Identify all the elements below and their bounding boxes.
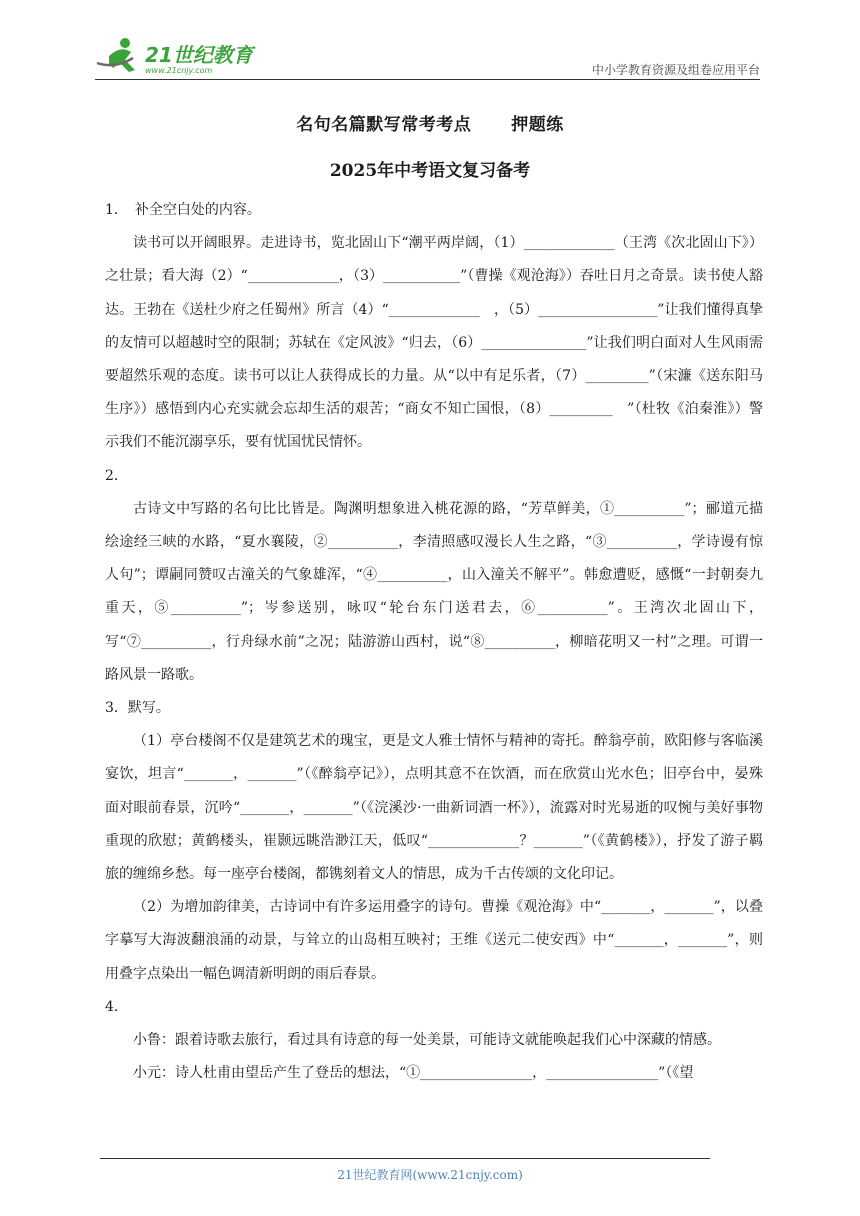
- title-tag: 押题练: [511, 115, 564, 135]
- title-main: 名句名篇默写常考考点: [296, 115, 472, 135]
- document-subtitle: 2025年中考语文复习备考: [329, 161, 531, 181]
- question-1-heading: 1． 补全空白处的内容。: [105, 202, 261, 218]
- question-1-passage: 读书可以开阔眼界。走进诗书，览北固山下“潮平两岸阔，（1）_____________（王湾《次北固山下》）之壮景；看大海（2）“_____________，（3）___________”（曹操《观沧海》）吞吐日月之奇景。读书使人豁达。王勃在《送杜少府之任蜀州》所言（4）“_____________ ，（5）_________________”让我们懂得真挚的友情可以超越时空的限制；苏轼在《定风波》“归去，（6）_______________”让我们明白面对人生风雨需要超然乐观的态度。读书可以让人获得成长的力量。从“以中有足乐者，（7）_________”（宋濂《送东阳马生序》）感悟到内心充实就会忘却生活的艰苦；“商女不知亡国恨，（8）_________ ”（杜牧《泊秦淮》）警示我们不能沉溺享乐，要有忧国忧民情怀。: [105, 235, 763, 451]
- document-title: [0, 110, 860, 135]
- document-body: [105, 194, 763, 1090]
- header-divider: [95, 79, 760, 80]
- page-header: [95, 34, 760, 80]
- question-2-heading: 2．: [105, 467, 128, 484]
- question-3-part-1: （1）亭台楼阁不仅是建筑艺术的瑰宝，更是文人雅士情怀与精神的寄托。醉翁亭前，欧阳修与客临溪宴饮，坦言“_______，_______”（《醉翁亭记》），点明其意不在饮酒，而在欣赏山光水色；旧亭台中，晏殊面对眼前春景，沉吟“_______，_______”（《浣溪沙·一曲新词酒一杯》），流露对时光易逝的叹惋与美好事物重现的欣慰；黄鹤楼头，崔颢远眺浩渺江天，低叹“_____________？_______”（《黄鹤楼》），抒发了游子羁旅的缠绵乡愁。每一座亭台楼阁，都镌刻着文人的情思，成为千古传颂的文化印记。: [105, 733, 763, 883]
- footer-divider: [100, 1158, 710, 1159]
- question-4-heading: 4．: [105, 998, 128, 1015]
- runner-icon: [97, 38, 135, 72]
- platform-name: 中小学教育资源及组卷应用平台: [591, 63, 760, 77]
- question-3-part-2: （2）为增加韵律美，古诗词中有许多运用叠字的诗句。曹操《观沧海》中“_______，_______”，以叠字摹写大海波翻浪涌的动景，与耸立的山岛相互映衬；王维《送元二使安西》中“_______，_______”，则用叠字点染出一幅色调清新明朗的雨后春景。: [105, 899, 763, 982]
- question-4-dialogue-2: 小元：诗人杜甫由望岳产生了登岳的想法，“①________________，________________”（《望: [133, 1065, 694, 1082]
- site-logo: [95, 36, 270, 76]
- svg-text:21世纪教育: 21世纪教育: [145, 43, 253, 67]
- question-2-passage: 古诗文中写路的名句比比皆是。陶渊明想象进入桃花源的路，“芳草鲜美，①__________”；郦道元描绘途经三峡的水路，“夏水襄陵，②__________，李清照感叹漫长人生之路，“③__________，学诗谩有惊人句”；谭嗣同赞叹古潼关的气象雄浑，“④__________，山入潼关不解平”。韩愈遭贬，感慨“一封朝奏九重天，⑤__________”；岑参送别，咏叹“轮台东门送君去，⑥__________”。王湾次北固山下，写“⑦__________，行舟绿水前”之况；陆游游山西村，说“⑧__________，柳暗花明又一村”之理。可谓一路风景一路歌。: [105, 500, 763, 683]
- page-footer: 21世纪教育网(www.21cnjy.com): [337, 1168, 523, 1182]
- question-4-dialogue-1: 小鲁：跟着诗歌去旅行，看过具有诗意的每一处美景，可能诗文就能唤起我们心中深藏的情感。: [133, 1032, 721, 1049]
- svg-text:www.21cnjy.com: www.21cnjy.com: [145, 66, 213, 75]
- question-3-heading: 3．默写。: [105, 700, 170, 717]
